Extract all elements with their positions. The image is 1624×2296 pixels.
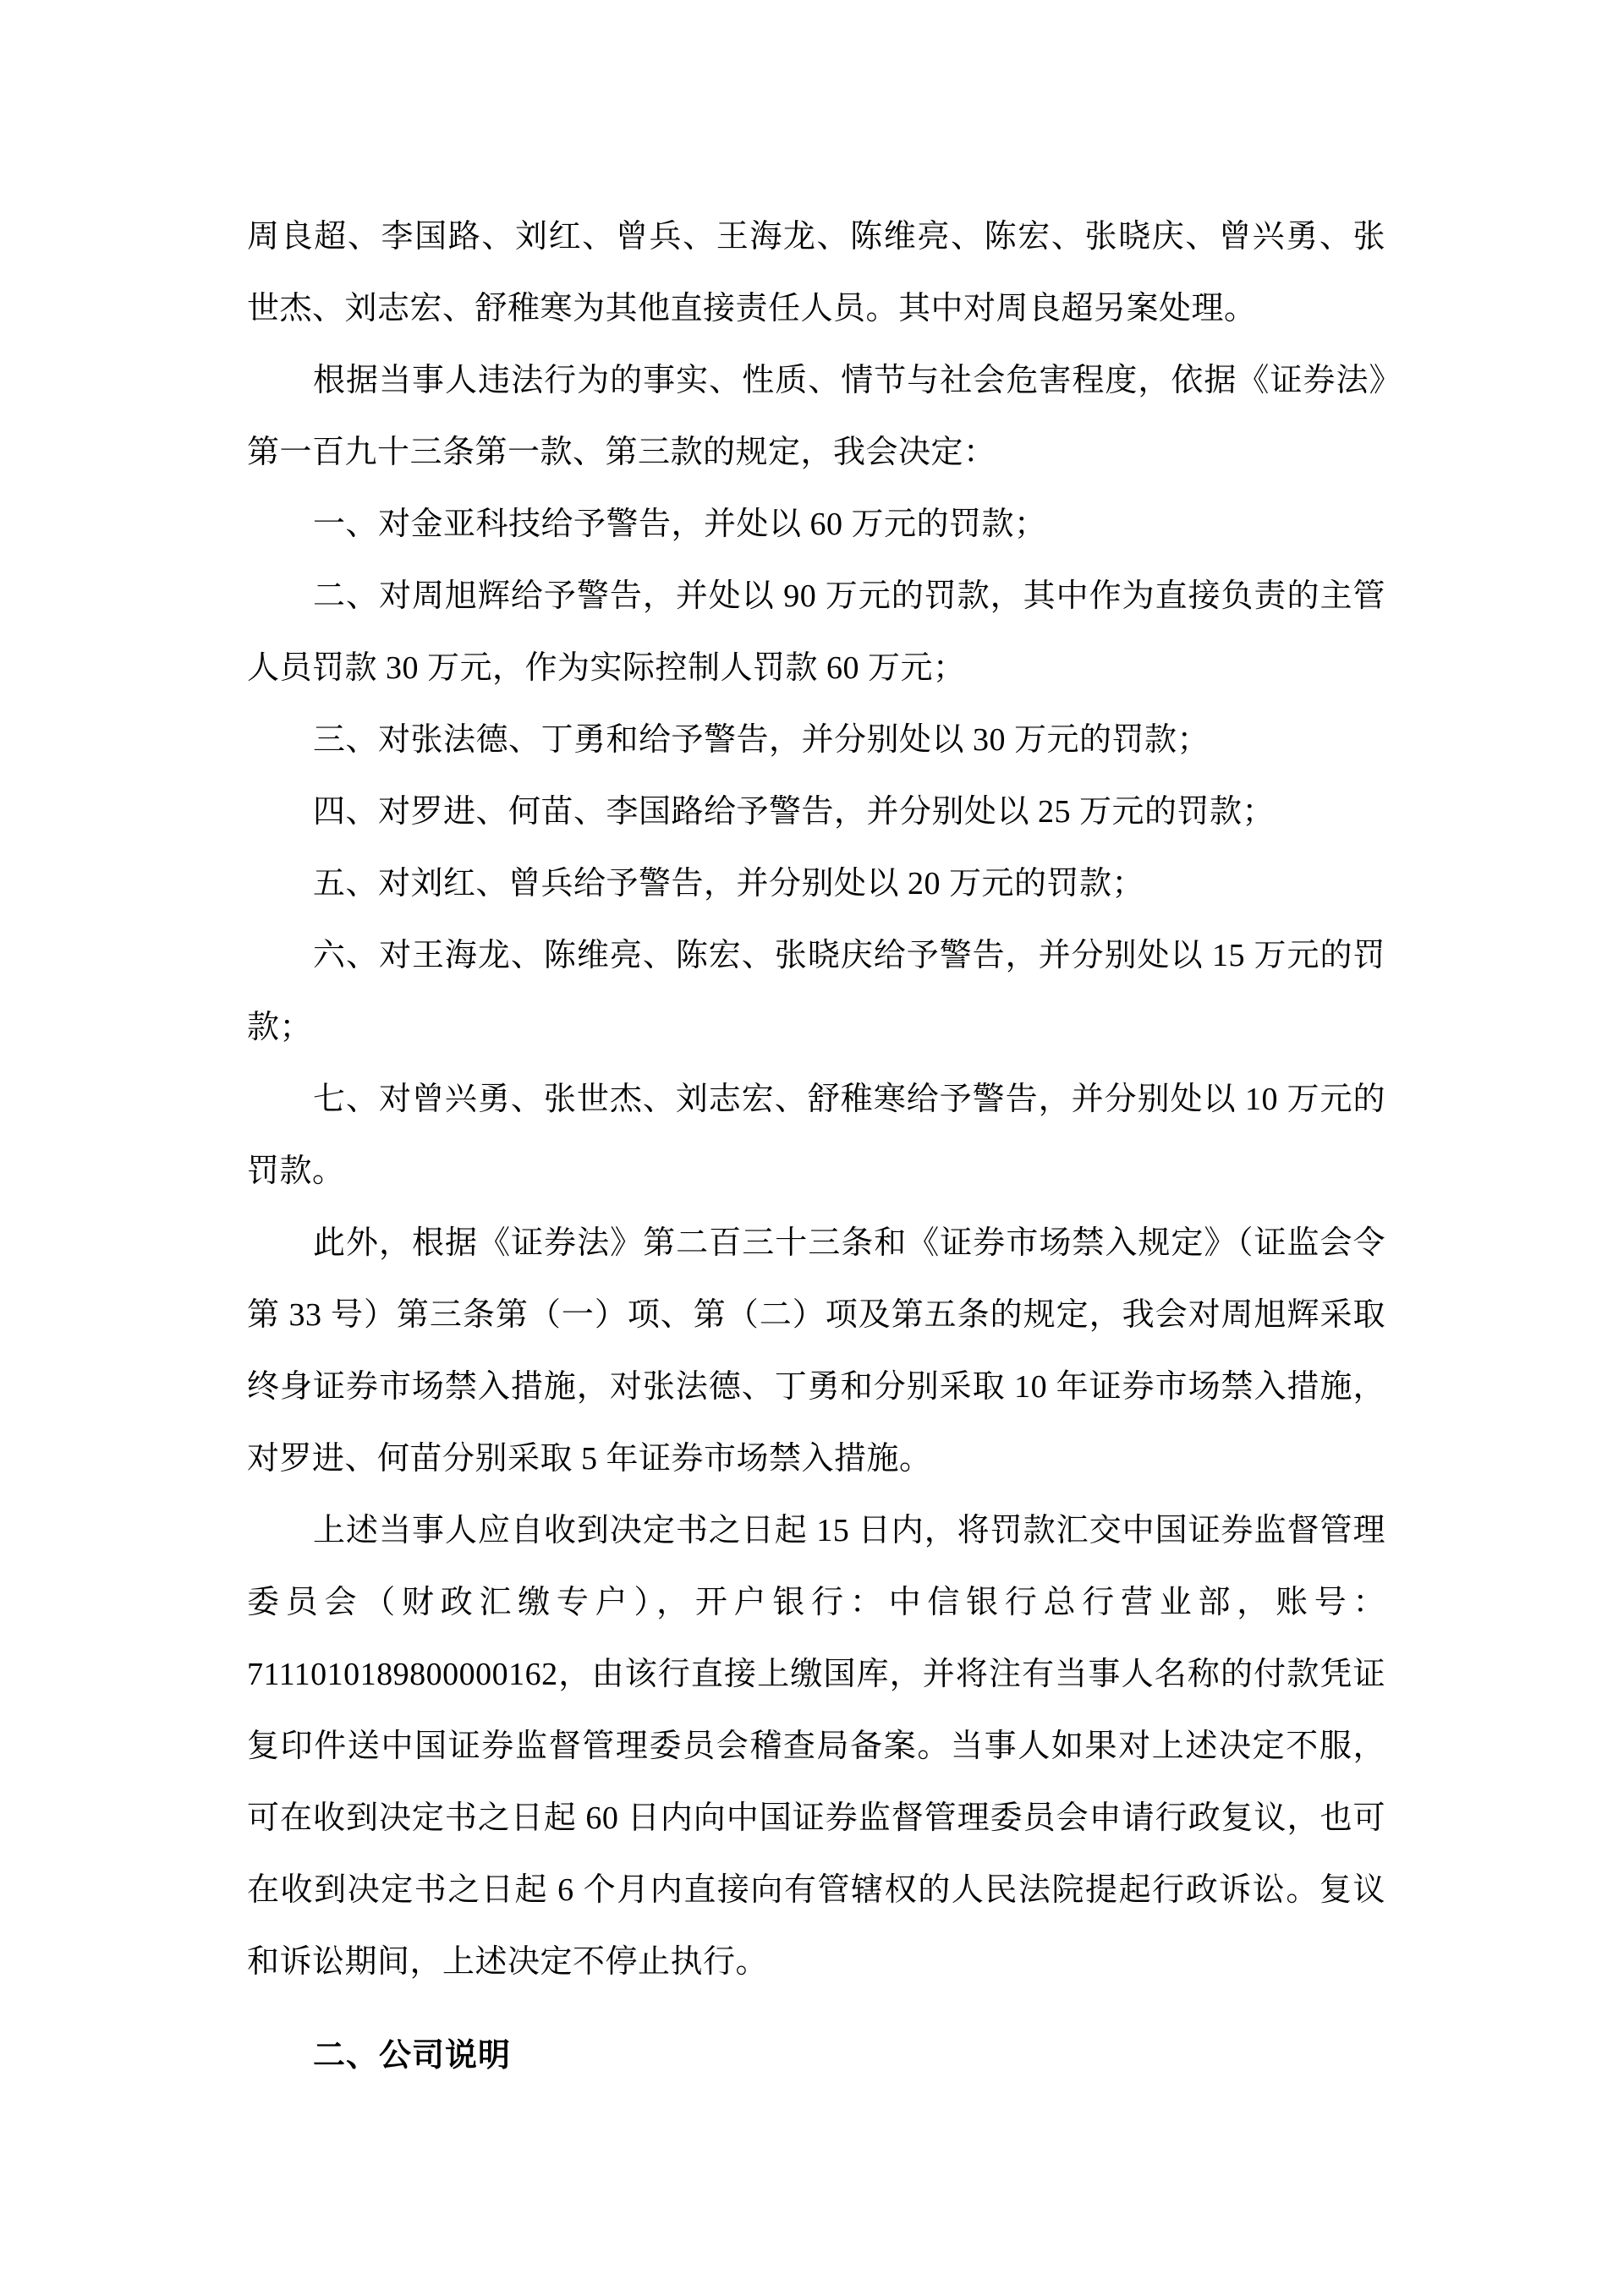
paragraph-legal-basis: 根据当事人违法行为的事实、性质、情节与社会危害程度，依据《证券法》第一百九十三条第一款、第三款的规定，我会决定：	[247, 363, 1385, 470]
paragraph-decision-item-1: 一、对金亚科技给予警告，并处以 60 万元的罚款；	[313, 507, 1047, 542]
paragraph-market-ban: 此外，根据《证券法》第二百三十三条和《证券市场禁入规定》（证监会令第 33 号）第三条第（一）项、第（二）项及第五条的规定，我会对周旭辉采取终身证券市场禁入措施，对张法德、丁勇和分别采取 10 年证券市场禁入措施，对罗进、何苗分别采取 5 年证券市场禁入措施。	[247, 1225, 1385, 1477]
paragraph-decision-item-6: 六、对王海龙、陈维亮、陈宏、张晓庆给予警告，并分别处以 15 万元的罚款；	[247, 938, 1385, 1045]
paragraph-other-responsible-persons: 周良超、李国路、刘红、曾兵、王海龙、陈维亮、陈宏、张晓庆、曾兴勇、张世杰、刘志宏、舒稚寒为其他直接责任人员。其中对周良超另案处理。	[247, 219, 1385, 326]
paragraph-decision-item-3: 三、对张法德、丁勇和给予警告，并分别处以 30 万元的罚款；	[313, 722, 1210, 758]
paragraph-decision-item-5: 五、对刘红、曾兵给予警告，并分别处以 20 万元的罚款；	[313, 866, 1145, 901]
paragraph-decision-item-7: 七、对曾兴勇、张世杰、刘志宏、舒稚寒给予警告，并分别处以 10 万元的罚款。	[247, 1082, 1385, 1189]
section-heading-company-statement: 二、公司说明	[313, 2038, 512, 2074]
document-body	[247, 201, 1385, 2092]
paragraph-decision-item-4: 四、对罗进、何苗、李国路给予警告，并分别处以 25 万元的罚款；	[313, 794, 1276, 830]
paragraph-payment-and-appeal: 上述当事人应自收到决定书之日起 15 日内，将罚款汇交中国证券监督管理委员会（财政汇缴专户），开户银行：中信银行总行营业部，账号：7111010189800000162，由该行直接上缴国库，并将注有当事人名称的付款凭证复印件送中国证券监督管理委员会稽查局备案。当事人如果对上述决定不服，可在收到决定书之日起 60 日内向中国证券监督管理委员会申请行政复议，也可在收到决定书之日起 6 个月内直接向有管辖权的人民法院提起行政诉讼。复议和诉讼期间，上述决定不停止执行。	[247, 1513, 1385, 1980]
paragraph-decision-item-2: 二、对周旭辉给予警告，并处以 90 万元的罚款，其中作为直接负责的主管人员罚款 30 万元，作为实际控制人罚款 60 万元；	[247, 578, 1385, 686]
